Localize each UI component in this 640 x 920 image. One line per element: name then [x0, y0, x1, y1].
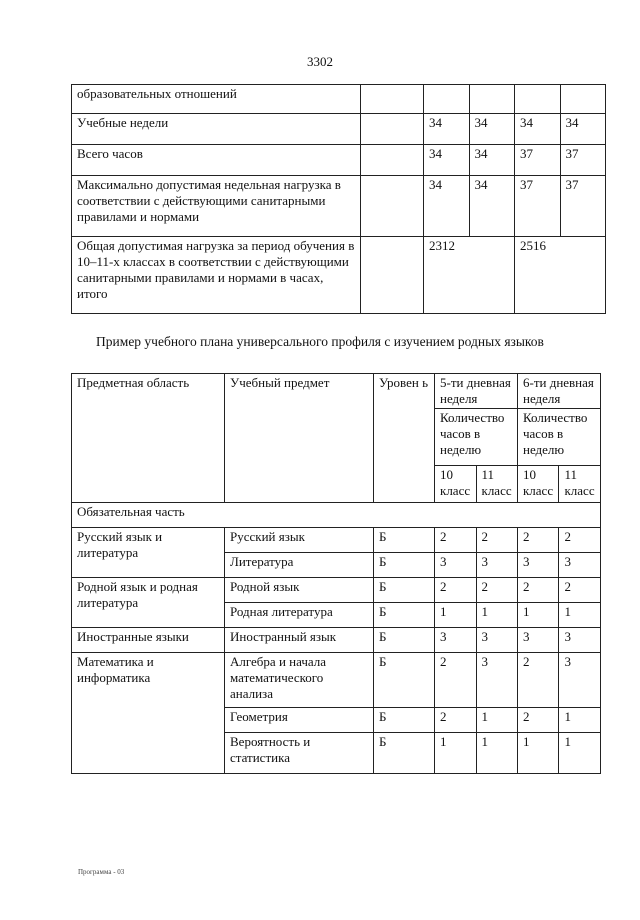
- total-label: Общая допустимая нагрузка за период обучения в 10–11-х классах в соответствии с действующими санитарными правилами и нормами в часах, итого: [72, 237, 361, 314]
- subject-name: Иностранный язык: [225, 628, 374, 653]
- subject-level: Б: [374, 733, 435, 774]
- row-value: 34: [424, 176, 470, 237]
- hours-value: 3: [476, 628, 517, 653]
- row-label: Максимально допустимая недельная нагрузка в соответствии с действующими санитарными правилами и нормами: [72, 176, 361, 237]
- hours-value: 3: [559, 653, 601, 708]
- row-label: Учебные недели: [72, 114, 361, 145]
- hours-value: 2: [435, 578, 477, 603]
- plan-caption: Пример учебного плана универсального профиля с изучением родных языков: [96, 334, 544, 349]
- subject-area: Русский язык и литература: [72, 528, 225, 578]
- header-area: Предметная область: [72, 374, 225, 503]
- row-blank-cell: [361, 85, 424, 114]
- table-row: [72, 653, 601, 708]
- row-value: 34: [424, 114, 470, 145]
- header-week5: 5-ти дневная неделя: [435, 374, 518, 409]
- subject-name: Алгебра и начала математического анализа: [225, 653, 374, 708]
- header-grade: 10 класс: [517, 466, 559, 503]
- hours-value: 1: [476, 708, 517, 733]
- row-value: 34: [424, 145, 470, 176]
- subject-level: Б: [374, 653, 435, 708]
- hours-value: 1: [476, 603, 517, 628]
- subject-name: Литература: [225, 553, 374, 578]
- row-blank-cell: [361, 145, 424, 176]
- hours-value: 3: [476, 553, 517, 578]
- row-value: 37: [560, 145, 606, 176]
- row-value: [515, 85, 561, 114]
- hours-value: 2: [435, 653, 477, 708]
- hours-value: 3: [435, 553, 477, 578]
- total-5day: 2312: [424, 237, 515, 314]
- table-row: [72, 628, 601, 653]
- hours-value: 1: [559, 603, 601, 628]
- curriculum-table: [71, 373, 601, 774]
- hours-value: 2: [559, 528, 601, 553]
- hours-value: 3: [435, 628, 477, 653]
- table-row: [72, 85, 606, 114]
- subject-level: Б: [374, 578, 435, 603]
- hours-value: 1: [559, 733, 601, 774]
- page-number: 3302: [307, 54, 333, 69]
- subject-level: Б: [374, 708, 435, 733]
- total-6day: 2516: [515, 237, 606, 314]
- hours-value: 2: [517, 528, 559, 553]
- header-hours6: Количество часов в неделю: [517, 409, 600, 466]
- header-hours5: Количество часов в неделю: [435, 409, 518, 466]
- row-blank-cell: [361, 237, 424, 314]
- table-row: [72, 528, 601, 553]
- row-value: 34: [469, 114, 515, 145]
- row-value: [424, 85, 470, 114]
- hours-value: 1: [559, 708, 601, 733]
- subject-area: Родной язык и родная литература: [72, 578, 225, 628]
- header-row: [72, 374, 601, 409]
- hours-value: 3: [476, 653, 517, 708]
- subject-level: Б: [374, 628, 435, 653]
- hours-value: 2: [559, 578, 601, 603]
- workload-table: [71, 84, 606, 314]
- subject-name: Родная литература: [225, 603, 374, 628]
- row-value: 37: [515, 176, 561, 237]
- row-value: 34: [469, 145, 515, 176]
- subject-level: Б: [374, 528, 435, 553]
- table-row: [72, 114, 606, 145]
- subject-name: Родной язык: [225, 578, 374, 603]
- hours-value: 1: [435, 733, 477, 774]
- table-row: [72, 176, 606, 237]
- row-value: 37: [515, 145, 561, 176]
- header-grade: 10 класс: [435, 466, 477, 503]
- hours-value: 3: [559, 628, 601, 653]
- hours-value: 3: [517, 553, 559, 578]
- subject-name: Русский язык: [225, 528, 374, 553]
- hours-value: 2: [517, 653, 559, 708]
- hours-value: 2: [517, 578, 559, 603]
- row-blank-cell: [361, 114, 424, 145]
- hours-value: 1: [517, 733, 559, 774]
- hours-value: 3: [559, 553, 601, 578]
- section-row: [72, 503, 601, 528]
- subject-area: Иностранные языки: [72, 628, 225, 653]
- hours-value: 2: [476, 578, 517, 603]
- header-grade: 11 класс: [476, 466, 517, 503]
- hours-value: 3: [517, 628, 559, 653]
- header-grade: 11 класс: [559, 466, 601, 503]
- table-row: [72, 145, 606, 176]
- subject-area: Математика и информатика: [72, 653, 225, 774]
- row-label: образовательных отношений: [72, 85, 361, 114]
- row-blank-cell: [361, 176, 424, 237]
- hours-value: 2: [476, 528, 517, 553]
- row-value: [560, 85, 606, 114]
- subject-name: Геометрия: [225, 708, 374, 733]
- table-row: [72, 237, 606, 314]
- row-value: [469, 85, 515, 114]
- header-level: Уровен ь: [374, 374, 435, 503]
- subject-name: Вероятность и статистика: [225, 733, 374, 774]
- header-subject: Учебный предмет: [225, 374, 374, 503]
- row-value: 37: [560, 176, 606, 237]
- header-week6: 6-ти дневная неделя: [517, 374, 600, 409]
- hours-value: 2: [517, 708, 559, 733]
- subject-level: Б: [374, 603, 435, 628]
- row-label: Всего часов: [72, 145, 361, 176]
- row-value: 34: [469, 176, 515, 237]
- row-value: 34: [515, 114, 561, 145]
- section-label: Обязательная часть: [72, 503, 601, 528]
- hours-value: 2: [435, 528, 477, 553]
- row-value: 34: [560, 114, 606, 145]
- table-row: [72, 578, 601, 603]
- hours-value: 2: [435, 708, 477, 733]
- footer-text: Программа - 03: [78, 868, 125, 876]
- hours-value: 1: [517, 603, 559, 628]
- subject-level: Б: [374, 553, 435, 578]
- hours-value: 1: [476, 733, 517, 774]
- hours-value: 1: [435, 603, 477, 628]
